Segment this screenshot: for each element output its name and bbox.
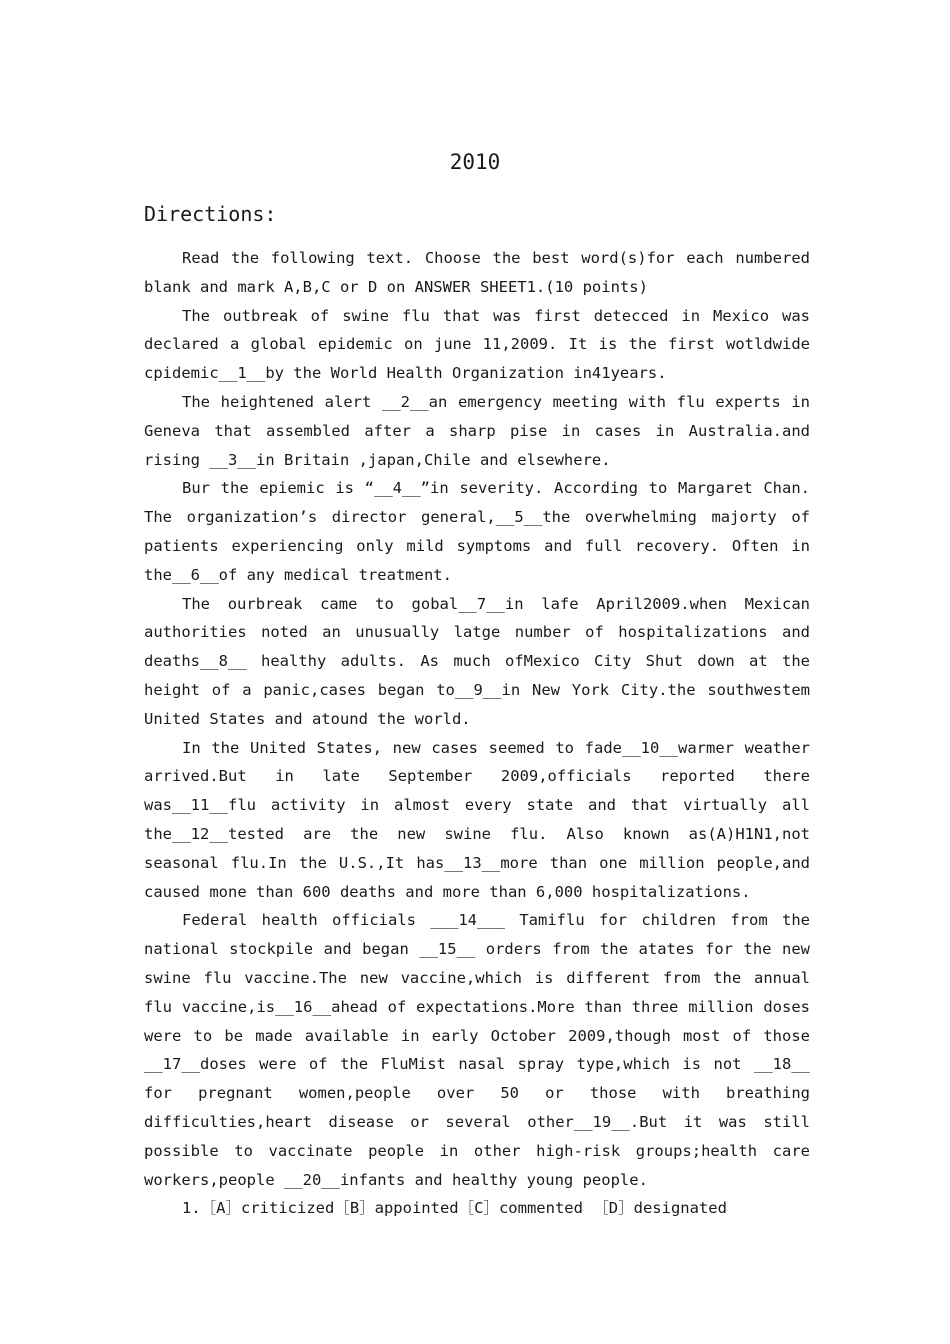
directions-heading: Directions: (144, 202, 277, 226)
instructions-paragraph: Read the following text. Choose the best word(s)for each numbered blank and mark A,B,C or D on ANSWER SHEET1.(10 points) (144, 249, 810, 296)
passage-paragraph-4: The ourbreak came to gobal__7__in lafe April2009.when Mexican authorities noted an unusually latge number of hospitalizations and deaths__8__ healthy adults. As much ofMexico City Shut down at the height of a panic,cases began to__9__in New York City.the southwestem United States and atound the world. (144, 594, 810, 728)
passage-paragraph-2: The heightened alert __2__an emergency meeting with flu experts in Geneva that assembled after a sharp pise in cases in Australia.and rising __3__in Britain ,japan,Chile and elsewhere. (144, 392, 810, 469)
passage-paragraph-1: The outbreak of swine flu that was first detecced in Mexico was declared a global epidemic on june 11,2009. It is the first wotldwide cpidemic__1__by the World Health Organization in41years. (144, 306, 810, 383)
passage-paragraph-5: In the United States, new cases seemed to fade__10__warmer weather arrived.But in late September 2009,officials reported there was__11__flu activity in almost every state and that virtually all the__12__tested are the new swine flu. Also known as(A)H1N1,not seasonal flu.In the U.S.,It has__13__more than one million people,and caused mone than 600 deaths and more than 6,000 hospitalizations. (144, 738, 810, 901)
passage-body (144, 244, 810, 1223)
question-1-options: 1.［A］criticized［B］appointed［C］commented ［D］designated (182, 1199, 727, 1218)
year-heading: 2010 (449, 150, 501, 174)
passage-paragraph-3: Bur the epiemic is “__4__”in severity. According to Margaret Chan. The organization’s director general,__5__the overwhelming majorty of patients experiencing only mild symptoms and full recovery. Often in the__6__of any medical treatment. (144, 479, 810, 584)
passage-paragraph-6: Federal health officials ___14___ Tamiflu for children from the national stockpile and began __15__ orders from the atates for the new swine flu vaccine.The new vaccine,which is different from the annual flu vaccine,is__16__ahead of expectations.More than three million doses were to be made available in early October 2009,though most of those __17__doses were of the FluMist nasal spray type,which is not __18__ for pregnant women,people over 50 or those with breathing difficulties,heart disease or several other__19__.But it was still possible to vaccinate people in other high-risk groups;health care workers,people __20__infants and healthy young people. (144, 911, 810, 1189)
